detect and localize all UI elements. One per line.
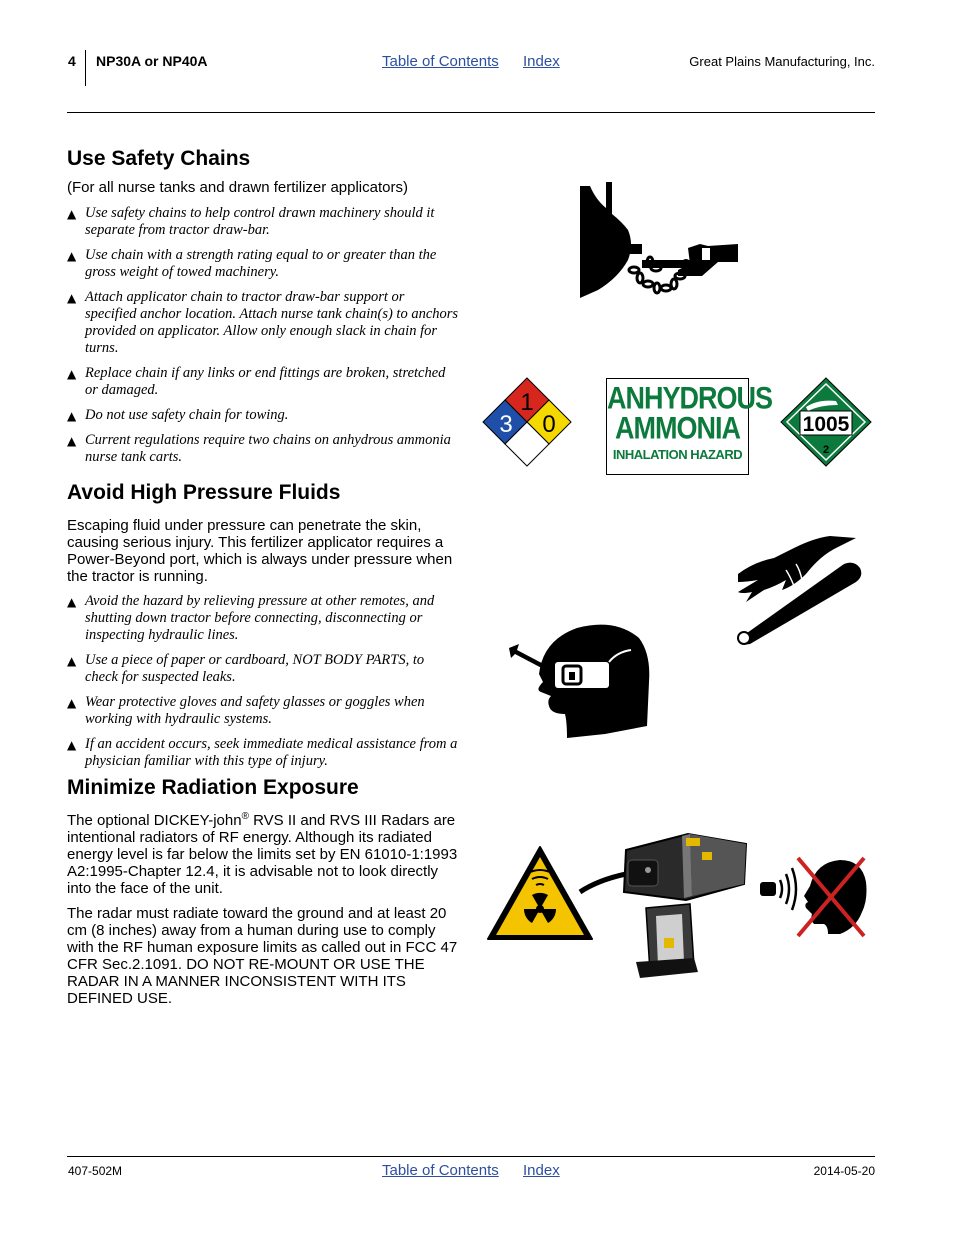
section-body: The optional DICKEY-john® RVS II and RVS III Radars are intentional radiators of RF energy. Although its radiated energy level is far below the limits set by EN 61010-1:1993 A2:1995-Chapter 12.4, it is advisable not to look directly into the face of the unit. (67, 811, 458, 897)
dot-1005-placard (780, 377, 872, 467)
nfpa-diamond-placard (482, 377, 572, 467)
chains-bullet-list (67, 205, 459, 466)
footer-rule (67, 1156, 875, 1157)
footer-toc-link[interactable]: Table of Contents (382, 1162, 499, 1179)
hand-hydraulic-leak-illustration (734, 534, 866, 646)
goggles-face-illustration (505, 622, 651, 740)
company-name: Great Plains Manufacturing, Inc. (689, 54, 875, 69)
header-rule (67, 112, 875, 113)
sign-line-2: AMMONIA (615, 410, 740, 446)
section-title: Minimize Radiation Exposure (67, 776, 359, 799)
section-subtitle: (For all nurse tanks and drawn fertilizer applicators) (67, 179, 408, 196)
safety-chain-illustration (578, 178, 742, 300)
pressure-bullet-list (67, 593, 459, 770)
model-name: NP30A or NP40A (96, 53, 208, 69)
anhydrous-ammonia-sign (606, 378, 773, 475)
footer-index-link[interactable]: Index (523, 1162, 560, 1179)
list-item: ▲ Wear protective gloves and safety glasses or goggles when working with hydraulic systems. (67, 694, 425, 727)
section-body: Escaping fluid under pressure can penetrate the skin, causing serious injury. This fertilizer applicator requires a Power-Beyond port, which is always under pressure when the tractor is running. (67, 517, 453, 585)
section-title: Avoid High Pressure Fluids (67, 481, 341, 504)
header-index-link[interactable]: Index (523, 53, 560, 70)
list-item: ▲ Use chain with a strength rating equal to or greater than the gross weight of towed machinery. (67, 247, 437, 280)
list-item: ▲ Avoid the hazard by relieving pressure at other remotes, and shutting down tractor before connecting, disconnecting or inspecting hydraulic lines. (67, 593, 435, 643)
publication-date: 2014-05-20 (813, 1164, 875, 1178)
header-divider (85, 50, 86, 86)
document-number: 407-502M (68, 1164, 123, 1178)
page-number: 4 (68, 53, 76, 69)
list-item: ▲ Replace chain if any links or end fittings are broken, stretched or damaged. (67, 365, 446, 398)
section-radiation (67, 776, 459, 1015)
list-item: ▲ Do not use safety chain for towing. (67, 407, 289, 423)
nfpa-flammability: 1 (520, 389, 534, 416)
hazard-class: 2 (822, 444, 830, 456)
radar-unit-illustration (578, 830, 750, 980)
list-item: ▲ Attach applicator chain to tractor draw-bar support or specified anchor location. Attach nurse tank chain(s) to anchors provided on applicator. Allow only enough slack in chain for turns. (67, 289, 459, 356)
section-high-pressure (67, 481, 459, 778)
un-number: 1005 (802, 413, 850, 436)
section-body-2: The radar must radiate toward the ground and at least 20 cm (8 inches) away from a human during use to comply with the RF human exposure limits as called out in FCC 47 CFR Sec.2.1091. DO NOT RE-MOUNT OR USE THE RADAR IN A MANNER INCONSISTENT WITH ITS DEFINED USE. (67, 905, 458, 1007)
section-safety-chains (67, 147, 459, 474)
nfpa-instability: 0 (542, 411, 556, 438)
sign-line-3: INHALATION HAZARD (612, 447, 743, 462)
list-item: ▲ If an accident occurs, seek immediate medical assistance from a physician familiar with this type of injury. (67, 736, 458, 769)
list-item: ▲ Use safety chains to help control drawn machinery should it separate from tractor draw-bar. (67, 205, 435, 238)
do-not-look-radar-icon (758, 854, 870, 940)
nfpa-health: 3 (499, 411, 513, 438)
list-item: ▲ Use a piece of paper or cardboard, NOT BODY PARTS, to check for suspected leaks. (67, 652, 425, 685)
header-toc-link[interactable]: Table of Contents (382, 53, 499, 70)
section-title: Use Safety Chains (67, 147, 251, 170)
list-item: ▲ Current regulations require two chains on anhydrous ammonia nurse tank carts. (67, 432, 451, 465)
sign-line-1: ANHYDROUS (607, 380, 773, 416)
